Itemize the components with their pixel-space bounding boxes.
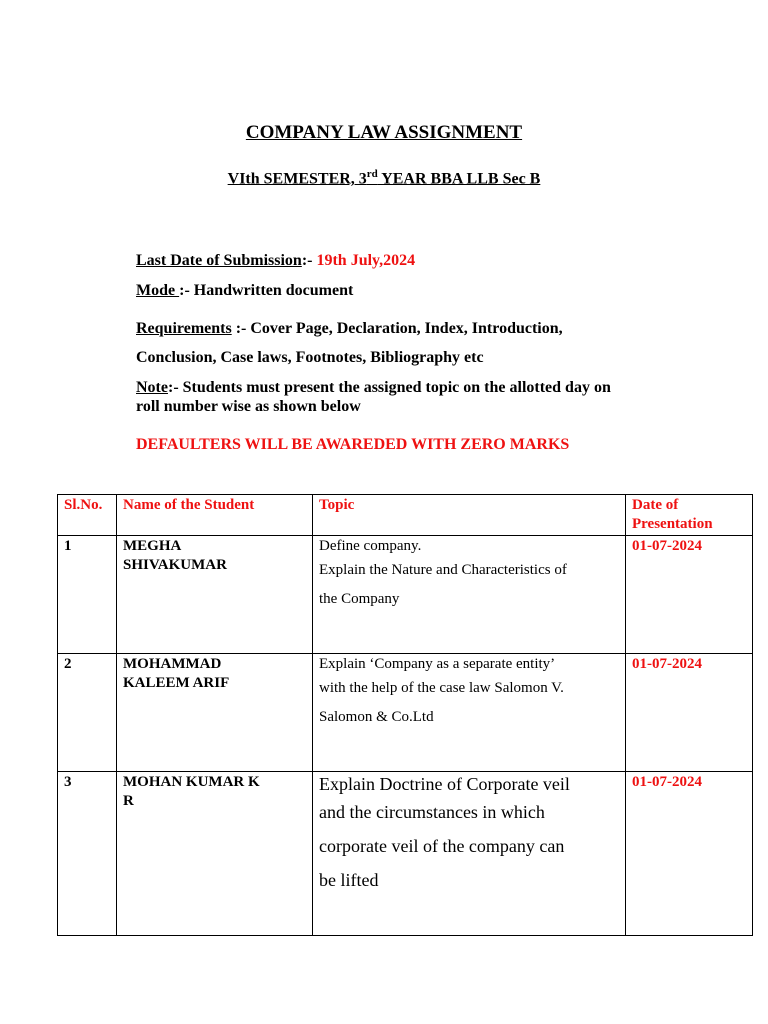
submission-separator: :-	[301, 252, 317, 269]
subtitle-superscript: rd	[366, 168, 378, 180]
table-row	[58, 654, 753, 772]
header-sl-no: Sl.No.	[58, 495, 117, 536]
header-date-line1: Date of	[632, 497, 679, 513]
mode-label: Mode	[136, 282, 180, 299]
topic-line: Explain ‘Company as a separate entity’	[319, 656, 556, 672]
table-header-row	[58, 495, 753, 536]
student-name-line2: SHIVAKUMAR	[123, 557, 227, 573]
mode-line	[136, 281, 353, 300]
submission-date: 19th July,2024	[316, 252, 416, 269]
presentation-schedule-table	[57, 494, 753, 936]
topic-line: Define company.	[319, 538, 422, 554]
note-value-line1: Students must present the assigned topic on the allotted day on	[182, 379, 611, 396]
table-row	[58, 772, 753, 936]
student-name-line2: KALEEM ARIF	[123, 675, 230, 691]
requirements-label: Requirements	[136, 320, 232, 337]
requirements-value-line2: Conclusion, Case laws, Footnotes, Bibliography etc	[136, 349, 484, 366]
note-line2	[136, 397, 361, 416]
row-presentation-date: 01-07-2024	[626, 772, 753, 936]
mode-value: Handwritten document	[193, 282, 354, 299]
topic-line: the Company	[319, 591, 400, 607]
row-topic	[313, 772, 626, 936]
header-date	[626, 495, 753, 536]
topic-line: Explain the Nature and Characteristics of	[319, 562, 567, 578]
note-value-line2: roll number wise as shown below	[136, 398, 361, 415]
row-presentation-date: 01-07-2024	[626, 654, 753, 772]
student-name-line1: MOHAMMAD	[123, 656, 222, 672]
note-label: Note	[136, 379, 168, 396]
row-topic	[313, 536, 626, 654]
requirements-line2	[136, 348, 484, 367]
header-date-line2: Presentation	[632, 516, 713, 532]
document-title: COMPANY LAW ASSIGNMENT	[245, 122, 523, 143]
note-separator: :-	[167, 379, 183, 396]
table-row	[58, 536, 753, 654]
row-sl-no: 1	[58, 536, 117, 654]
row-student-name	[117, 654, 313, 772]
topic-line: be lifted	[319, 870, 379, 890]
row-sl-no: 3	[58, 772, 117, 936]
document-subtitle	[0, 168, 768, 188]
subtitle-prefix: VIth SEMESTER, 3	[227, 170, 367, 188]
row-student-name	[117, 536, 313, 654]
topic-line: and the circumstances in which	[319, 802, 545, 822]
submission-label: Last Date of Submission	[136, 252, 302, 269]
row-presentation-date: 01-07-2024	[626, 536, 753, 654]
topic-line: Explain Doctrine of Corporate veil	[319, 774, 570, 794]
requirements-value-line1: Cover Page, Declaration, Index, Introduction,	[250, 320, 563, 337]
row-sl-no: 2	[58, 654, 117, 772]
requirements-line	[136, 319, 563, 338]
header-student-name: Name of the Student	[117, 495, 313, 536]
student-name-line1: MEGHA	[123, 538, 182, 554]
note-line	[136, 378, 611, 397]
mode-separator: :-	[179, 282, 194, 299]
defaulters-warning: DEFAULTERS WILL BE AWAREDED WITH ZERO MARKS	[136, 436, 570, 453]
topic-line: corporate veil of the company can	[319, 836, 565, 856]
requirements-separator: :-	[231, 320, 251, 337]
topic-line: with the help of the case law Salomon V.	[319, 680, 564, 696]
submission-line	[136, 251, 415, 270]
topic-line: Salomon & Co.Ltd	[319, 709, 434, 725]
subtitle-suffix: YEAR BBA LLB Sec B	[377, 170, 541, 188]
student-name-line2: R	[123, 793, 134, 809]
student-name-line1: MOHAN KUMAR K	[123, 774, 260, 790]
header-topic: Topic	[313, 495, 626, 536]
row-student-name	[117, 772, 313, 936]
row-topic	[313, 654, 626, 772]
